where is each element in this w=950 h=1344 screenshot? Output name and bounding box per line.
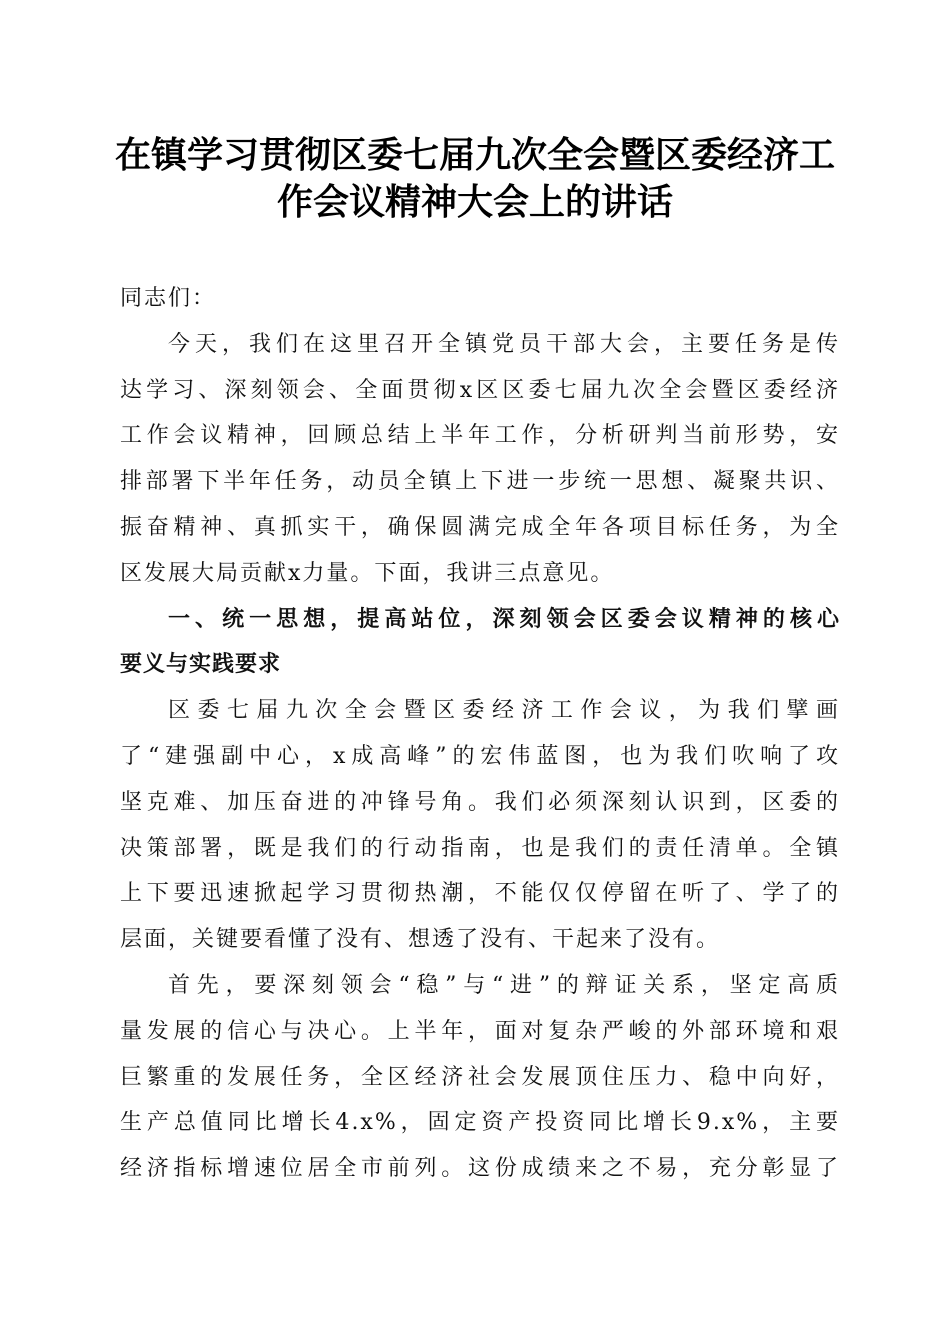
paragraph-line: 工作会议精神，回顾总结上半年工作，分析研判当前形势，安 [120, 423, 840, 449]
paragraph-line: 区发展大局贡献x力量。下面，我讲三点意见。 [120, 560, 615, 586]
paragraph-line: 生产总值同比增长4.x%，固定资产投资同比增长9.x%，主要 [120, 1110, 840, 1136]
heading-line: 要义与实践要求 [120, 652, 282, 678]
paragraph-2 [120, 688, 840, 963]
paragraph-line: 巨繁重的发展任务，全区经济社会发展顶住压力、稳中向好， [120, 1064, 840, 1090]
paragraph-line: 经济指标增速位居全市前列。这份成绩来之不易，充分彰显了 [120, 1156, 840, 1182]
paragraph-line: 上下要迅速掀起学习贯彻热潮，不能仅仅停留在听了、学了的 [120, 881, 840, 907]
paragraph-line: 了“建强副中心，x成高峰”的宏伟蓝图，也为我们吹响了攻 [120, 743, 840, 769]
title-line-2: 作会议精神大会上的讲话 [276, 181, 673, 223]
heading-line: 一、统一思想，提高站位，深刻领会区委会议精神的核心 [168, 606, 840, 632]
paragraph-3 [120, 963, 840, 1192]
paragraph-line: 首先，要深刻领会“稳”与“进”的辩证关系，坚定高质 [168, 972, 840, 998]
paragraph-intro [120, 322, 840, 597]
section-heading-1 [120, 597, 840, 689]
paragraph-line: 振奋精神、真抓实干，确保圆满完成全年各项目标任务，为全 [120, 514, 840, 540]
salutation: 同志们： [120, 286, 217, 311]
paragraph-line: 今天，我们在这里召开全镇党员干部大会，主要任务是传 [168, 331, 840, 357]
paragraph-line: 排部署下半年任务，动员全镇上下进一步统一思想、凝聚共识、 [120, 469, 840, 495]
paragraph-line: 坚克难、加压奋进的冲锋号角。我们必须深刻认识到，区委的 [120, 789, 840, 815]
paragraph-line: 决策部署，既是我们的行动指南，也是我们的责任清单。全镇 [120, 835, 840, 861]
document-body [120, 276, 840, 1192]
document-title [100, 132, 850, 226]
paragraph-line: 达学习、深刻领会、全面贯彻x区区委七届九次全会暨区委经济 [120, 377, 840, 403]
paragraph-line: 区委七届九次全会暨区委经济工作会议，为我们擘画 [168, 698, 840, 724]
title-line-1: 在镇学习贯彻区委七届九次全会暨区委经济工 [114, 134, 835, 176]
paragraph-line: 量发展的信心与决心。上半年，面对复杂严峻的外部环境和艰 [120, 1018, 840, 1044]
paragraph-line: 层面，关键要看懂了没有、想透了没有、干起来了没有。 [120, 927, 721, 953]
